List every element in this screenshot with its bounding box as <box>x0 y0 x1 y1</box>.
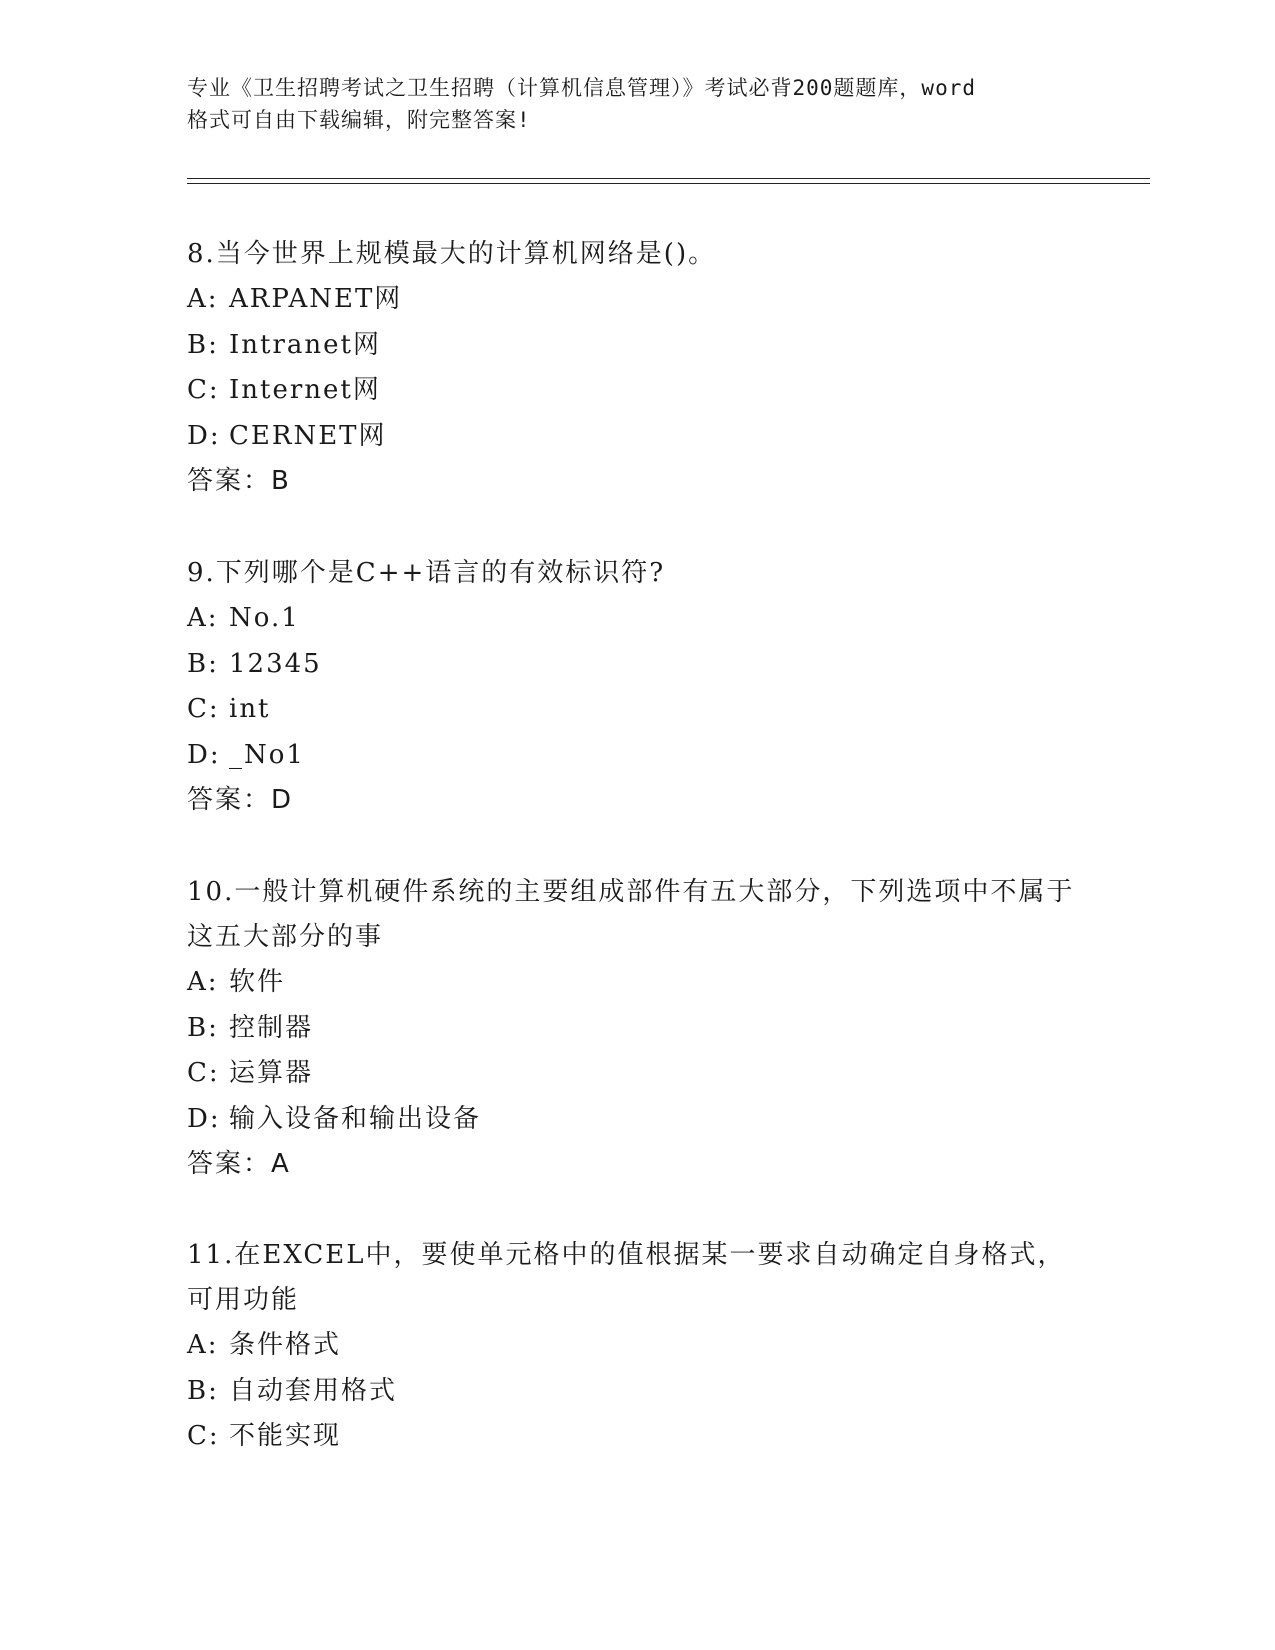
option-c <box>187 687 1087 733</box>
question-8 <box>187 232 1087 504</box>
question-10 <box>187 870 1087 1187</box>
option-letter: A: <box>187 284 219 314</box>
option-text: Internet网 <box>229 375 381 405</box>
option-text: int <box>229 694 271 724</box>
question-stem: 10.一般计算机硬件系统的主要组成部件有五大部分，下列选项中不属于这五大部分的事 <box>187 877 1075 952</box>
option-d <box>187 1097 1087 1143</box>
option-letter: C: <box>187 375 220 405</box>
question-stem: 11.在EXCEL中，要使单元格中的值根据某一要求自动确定自身格式，可用功能 <box>187 1240 1066 1315</box>
option-text: 12345 <box>229 648 322 679</box>
question-9 <box>187 551 1087 823</box>
option-a <box>187 1323 1087 1369</box>
option-text: 自动套用格式 <box>229 1375 398 1406</box>
option-b <box>187 1006 1087 1052</box>
option-d <box>187 733 1087 779</box>
option-letter: A: <box>187 1330 219 1360</box>
option-text: 控制器 <box>229 1012 314 1043</box>
option-letter: B: <box>187 1012 219 1043</box>
header-divider-top <box>187 178 1150 179</box>
document-header <box>187 72 1087 136</box>
question-stem: 8.当今世界上规模最大的计算机网络是()。 <box>187 239 717 269</box>
option-text: ARPANET网 <box>229 284 403 314</box>
answer-line: 答案：B <box>187 466 291 496</box>
option-a <box>187 596 1087 642</box>
option-b <box>187 642 1087 688</box>
answer-line: 答案：A <box>187 1149 291 1179</box>
question-11 <box>187 1233 1087 1460</box>
option-b <box>187 1369 1087 1415</box>
option-text: 不能实现 <box>229 1421 342 1451</box>
option-letter: D: <box>187 739 221 770</box>
option-text: 输入设备和输出设备 <box>229 1103 482 1134</box>
option-letter: A: <box>187 967 219 997</box>
header-line-2: 格式可自由下载编辑，附完整答案! <box>187 108 531 132</box>
option-letter: B: <box>187 1375 219 1406</box>
option-text: Intranet网 <box>229 329 381 360</box>
option-letter: C: <box>187 1058 220 1088</box>
option-d <box>187 414 1087 460</box>
option-letter: C: <box>187 694 220 724</box>
option-a <box>187 960 1087 1006</box>
question-stem: 9.下列哪个是C++语言的有效标识符? <box>187 558 666 588</box>
option-text: 条件格式 <box>229 1330 342 1360</box>
option-b <box>187 323 1087 369</box>
option-text: _No1 <box>229 739 305 770</box>
option-text: 运算器 <box>229 1058 314 1088</box>
option-c <box>187 368 1087 414</box>
answer-line: 答案：D <box>187 785 294 815</box>
option-text: 软件 <box>229 967 286 997</box>
option-letter: D: <box>187 420 221 451</box>
option-text: CERNET网 <box>229 420 387 451</box>
option-text: No.1 <box>229 603 300 633</box>
option-letter: C: <box>187 1421 220 1451</box>
header-line-1: 专业《卫生招聘考试之卫生招聘（计算机信息管理）》考试必背200题题库，word <box>187 76 976 100</box>
option-letter: B: <box>187 329 219 360</box>
header-divider-bottom <box>187 183 1150 184</box>
option-letter: D: <box>187 1103 221 1134</box>
option-letter: B: <box>187 648 219 679</box>
option-letter: A: <box>187 603 219 633</box>
option-c <box>187 1414 1087 1460</box>
option-c <box>187 1051 1087 1097</box>
option-a <box>187 277 1087 323</box>
